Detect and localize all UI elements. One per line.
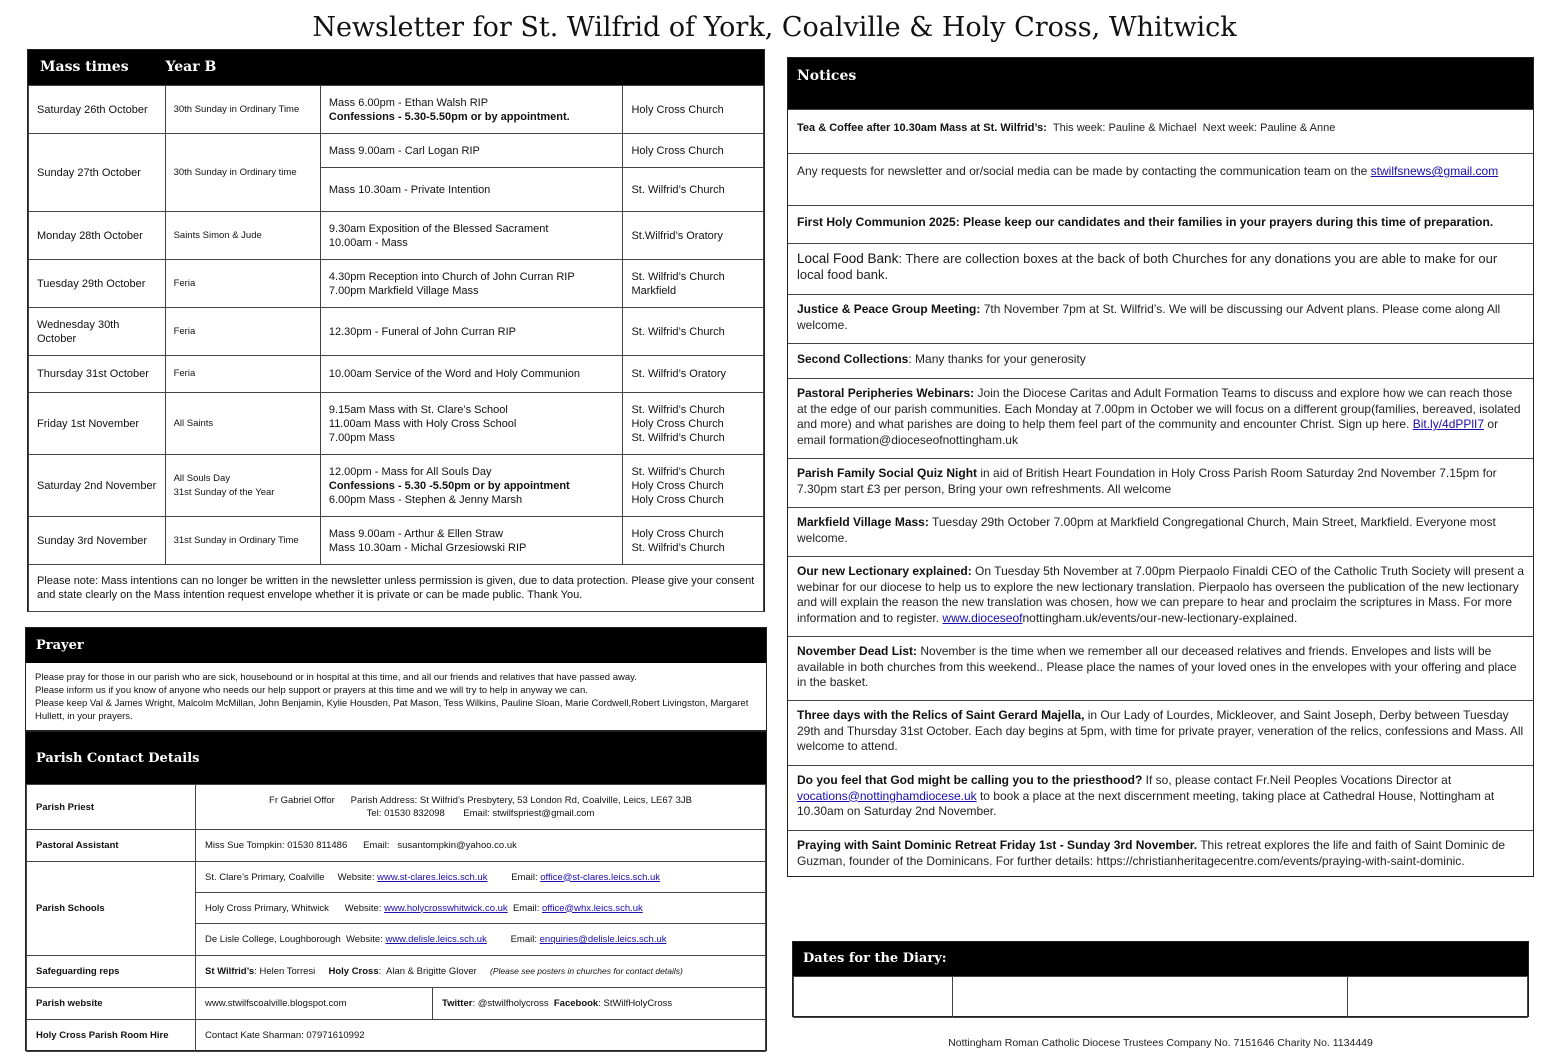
- social-media: Twitter: @stwilfholycross Facebook: StWilfHolyCross: [433, 988, 766, 1020]
- contact-label: Parish Priest: [27, 785, 196, 830]
- diary-heading: Dates for the Diary:: [793, 942, 1528, 976]
- table-row: [27, 785, 766, 830]
- liturgical-year: Year B: [165, 59, 217, 75]
- newsletter-email-link[interactable]: stwilfsnews@gmail.com: [1370, 164, 1499, 178]
- table-row: [29, 565, 764, 612]
- table-row: [29, 517, 764, 565]
- mass-feast: Saints Simon & Jude: [165, 212, 320, 260]
- notice-markfield-mass: Markfield Village Mass: Tuesday 29th October 7.00pm at Markfield Congregational Church, Main Street, Markfield. Everyone most welcome.: [788, 507, 1533, 556]
- school-email-link[interactable]: enquiries@delisle.leics.sch.uk: [539, 934, 667, 945]
- mass-intention: 9.30am Exposition of the Blessed Sacrament 10.00am - Mass: [320, 212, 623, 260]
- notice-relics: Three days with the Relics of Saint Gerard Majella, in Our Lady of Lourdes, Mickleover, and Saint Joseph, Derby between Tuesday 29th and Thursday 31st October. Each day begins at 5pm, with time for private prayer, veneration of the relics, confessions and Mass. All welcome to attend.: [788, 700, 1533, 765]
- mass-feast: All Souls Day 31st Sunday of the Year: [165, 455, 320, 517]
- mass-place: Holy Cross Church St. Wilfrid’s Church: [623, 517, 764, 565]
- notice-priesthood: Do you feel that God might be calling you to the priesthood? If so, please contact Fr.Neil Peoples Vocations Director at vocations@nottinghamdiocese.uk to book a place at the next discernment meeting, taking place at Cathedral House, Nottingham at 10.30am on Saturday 2nd November.: [788, 765, 1533, 830]
- contact-label: Holy Cross Parish Room Hire: [27, 1020, 196, 1052]
- mass-intention: 12.30pm - Funeral of John Curran RIP: [320, 308, 623, 356]
- table-row: [29, 393, 764, 455]
- mass-place: St. Wilfrid’s Church Holy Cross Church St. Wilfrid’s Church: [623, 393, 764, 455]
- mass-times-section: [27, 49, 765, 612]
- school-row: De Lisle College, Loughborough Website: www.delisle.leics.sch.uk Email: enquiries@delisle.leics.sch.uk: [196, 924, 766, 956]
- table-row: [29, 356, 764, 393]
- mass-place: St. Wilfrid’s Church Markfield: [623, 260, 764, 308]
- charity-footer: Nottingham Roman Catholic Diocese Trustees Company No. 7151646 Charity No. 1134449: [948, 1037, 1373, 1049]
- notice-second-collections: Second Collections: Many thanks for your generosity: [788, 343, 1533, 378]
- mass-intention-note: Please note: Mass intentions can no longer be written in the newsletter unless permission is given, due to data protection. Please give your consent and state clearly on the Mass intention request envelope whether it is private or can be made public. Thank You.: [29, 565, 764, 612]
- room-hire-contact: Contact Kate Sharman: 07971610992: [196, 1020, 766, 1052]
- mass-date: Wednesday 30th October: [29, 308, 166, 356]
- lectionary-link[interactable]: www.dioceseof: [942, 610, 1023, 625]
- mass-intention: 12.00pm - Mass for All Souls Day Confessions - 5.30 -5.50pm or by appointment 6.00pm Mass - Stephen & Jenny Marsh: [320, 455, 623, 517]
- table-row: [27, 988, 766, 1020]
- diary-cell: [1348, 977, 1528, 1018]
- notice-quiz-night: Parish Family Social Quiz Night in aid of British Heart Foundation in Holy Cross Parish Room Saturday 2nd November 7.15pm for 7.30pm start £3 per person, Bring your own refreshments. All welcome: [788, 458, 1533, 507]
- webinar-signup-link[interactable]: Bit.ly/4dPPlI7: [1412, 417, 1485, 431]
- prayer-heading: Prayer: [26, 628, 766, 663]
- table-row: [29, 260, 764, 308]
- school-website-link[interactable]: www.delisle.leics.sch.uk: [385, 934, 487, 945]
- mass-intention: 10.00am Service of the Word and Holy Communion: [320, 356, 623, 393]
- mass-place: St. Wilfrid’s Church Holy Cross Church Holy Cross Church: [623, 455, 764, 517]
- contact-label: Safeguarding reps: [27, 956, 196, 988]
- notice-dead-list: November Dead List: November is the time when we remember all our deceased relatives and friends. Envelopes and lists will be available in both churches from this weekend.. Please place the names of your loved ones in the envelopes with your offering and place in the basket.: [788, 636, 1533, 700]
- mass-feast: 30th Sunday in Ordinary time: [165, 134, 320, 212]
- mass-date: Tuesday 29th October: [29, 260, 166, 308]
- school-email-link[interactable]: office@st-clares.leics.sch.uk: [540, 871, 661, 883]
- mass-date: Saturday 26th October: [29, 86, 166, 134]
- mass-intention: 4.30pm Reception into Church of John Curran RIP 7.00pm Markfield Village Mass: [320, 260, 623, 308]
- mass-intention: Mass 9.00am - Arthur & Ellen Straw Mass 10.30am - Michal Grzesiowski RIP: [320, 517, 623, 565]
- notice-communion: First Holy Communion 2025: Please keep our candidates and their families in your prayers during this time of preparation.: [788, 205, 1533, 243]
- contact-label: Pastoral Assistant: [27, 830, 196, 862]
- mass-feast: Feria: [165, 356, 320, 393]
- notices-section: [787, 57, 1534, 877]
- mass-date: Sunday 27th October: [29, 134, 166, 212]
- mass-date: Friday 1st November: [29, 393, 166, 455]
- vocations-email-link[interactable]: vocations@nottinghamdiocese.uk: [797, 788, 977, 803]
- mass-feast: 31st Sunday in Ordinary Time: [165, 517, 320, 565]
- mass-date: Thursday 31st October: [29, 356, 166, 393]
- newsletter-title: Newsletter for St. Wilfrid of York, Coalville & Holy Cross, Whitwick: [312, 12, 1237, 43]
- parish-website: www.stwilfscoalville.blogspot.com: [196, 988, 433, 1020]
- mass-times-table: [28, 85, 764, 612]
- mass-date: Sunday 3rd November: [29, 517, 166, 565]
- mass-place: Holy Cross Church: [623, 86, 764, 134]
- mass-place: Holy Cross Church: [623, 134, 764, 168]
- notice-justice-peace: Justice & Peace Group Meeting: 7th November 7pm at St. Wilfrid’s. We will be discussing our Advent plans. Please come along All welcome.: [788, 294, 1533, 343]
- school-website-link[interactable]: www.st-clares.leics.sch.uk: [377, 871, 488, 883]
- table-row: [27, 1020, 766, 1052]
- mass-date: Monday 28th October: [29, 212, 166, 260]
- mass-place: St. Wilfrid’s Church: [623, 308, 764, 356]
- contact-label: Parish Schools: [27, 862, 196, 956]
- table-row: [29, 134, 764, 168]
- notice-retreat: Praying with Saint Dominic Retreat Friday 1st - Sunday 3rd November. This retreat explores the life and faith of Saint Dominic de Guzman, founder of the Dominicans. For further details: https://christianheritagecentre.com/events/praying-with-saint-dominic.: [788, 830, 1533, 878]
- mass-date: Saturday 2nd November: [29, 455, 166, 517]
- contact-label: Parish website: [27, 988, 196, 1020]
- table-row: [29, 455, 764, 517]
- priest-details: Fr Gabriel Offor Parish Address: St Wilfrid’s Presbytery, 53 London Rd, Coalville, Leics, LE67 3JB Tel: 01530 832098 Email: stwilfspriest@gmail.com: [196, 785, 766, 830]
- table-row: [29, 212, 764, 260]
- notice-lectionary: Our new Lectionary explained: On Tuesday 5th November at 7.00pm Pierpaolo Finaldi CEO of the Catholic Truth Society will present a webinar for our diocese to help us to explore the new lectionary translation. Pierpaolo has overseen the publication of the new lectionary and will explain the reason the new translation was chosen, how we can prepare to hear and proclaim the scriptures in Mass. For more information and to register. www.dioceseofnottingham.uk/events/our-new-lectionary-explained.: [788, 556, 1533, 636]
- prayer-section: [25, 627, 767, 731]
- mass-feast: Feria: [165, 260, 320, 308]
- contact-heading: Parish Contact Details: [26, 732, 766, 784]
- school-email-link[interactable]: office@whx.leics.sch.uk: [541, 902, 643, 914]
- parish-contact-section: [25, 731, 767, 1051]
- table-row: [27, 862, 766, 893]
- mass-times-heading: Mass times: [40, 59, 129, 75]
- table-row: [29, 86, 764, 134]
- mass-place: St. Wilfrid’s Church: [623, 168, 764, 212]
- notice-pastoral-webinars: Pastoral Peripheries Webinars: Join the Diocese Caritas and Adult Formation Teams to discuss and explore how we can reach those at the edge of our parish communities. Each Monday at 7.00pm in October we will focus on a different group(families, bereaved, isolated and more) and what parishes are doing to help them feel part of the community and encounter Christ. Sign up here. Bit.ly/4dPPlI7 or email formation@dioceseofnottingham.uk: [788, 378, 1533, 458]
- prayer-text: Please pray for those in our parish who are sick, housebound or in hospital at this time, and all our friends and relatives that have passed away. Please inform us if you know of anyone who needs our help support or prayers at this time and we will try to help in anyway we can. Please keep Val & James Wright, Malcolm McMillan, John Benjamin, Kylie Housden, Pat Mason, Tess Wilkins, Pauline Sloan, Marie Cordwell,Robert Livingston, Margaret Hullett, in your prayers.: [35, 672, 749, 722]
- school-row: St. Clare’s Primary, Coalville Website: www.st-clares.leics.sch.uk Email: office@st-clares.leics.sch.uk: [196, 862, 766, 893]
- mass-intention: Mass 10.30am - Private Intention: [320, 168, 623, 212]
- mass-feast: Feria: [165, 308, 320, 356]
- table-row: [27, 956, 766, 988]
- mass-place: St. Wilfrid’s Oratory: [623, 356, 764, 393]
- mass-place: St.Wilfrid’s Oratory: [623, 212, 764, 260]
- notices-heading: Notices: [788, 58, 1533, 109]
- mass-times-header: [28, 50, 764, 85]
- mass-feast: 30th Sunday in Ordinary Time: [165, 86, 320, 134]
- assistant-details: Miss Sue Tompkin: 01530 811486 Email: susantompkin@yahoo.co.uk: [196, 830, 766, 862]
- notice-requests: Any requests for newsletter and or/social media can be made by contacting the communication team on the stwilfsnews@gmail.com: [788, 153, 1533, 205]
- diary-table: [793, 976, 1528, 1018]
- safeguarding-details: St Wilfrid’s: Helen Torresi Holy Cross: Alan & Brigitte Glover (Please see posters in churches for contact details): [196, 956, 766, 988]
- mass-intention: Mass 6.00pm - Ethan Walsh RIP Confessions - 5.30-5.50pm or by appointment.: [320, 86, 623, 134]
- notice-tea-coffee: Tea & Coffee after 10.30am Mass at St. Wilfrid’s: This week: Pauline & Michael Next week: Pauline & Anne: [788, 109, 1533, 153]
- mass-intention: Mass 9.00am - Carl Logan RIP: [320, 134, 623, 168]
- diary-cell: [794, 977, 953, 1018]
- table-row: [29, 308, 764, 356]
- notice-food-bank: Local Food Bank: There are collection boxes at the back of both Churches for any donations you are able to make for our local food bank.: [788, 243, 1533, 294]
- school-row: Holy Cross Primary, Whitwick Website: www.holycrosswhitwick.co.uk Email: office@whx.leics.sch.uk: [196, 893, 766, 924]
- diary-cell: [953, 977, 1348, 1018]
- school-website-link[interactable]: www.holycrosswhitwick.co.uk: [384, 902, 508, 914]
- mass-intention: 9.15am Mass with St. Clare’s School 11.00am Mass with Holy Cross School 7.00pm Mass: [320, 393, 623, 455]
- diary-section: [792, 941, 1529, 1017]
- table-row: [794, 977, 1528, 1018]
- table-row: [27, 830, 766, 862]
- mass-feast: All Saints: [165, 393, 320, 455]
- contact-table: [26, 784, 766, 1052]
